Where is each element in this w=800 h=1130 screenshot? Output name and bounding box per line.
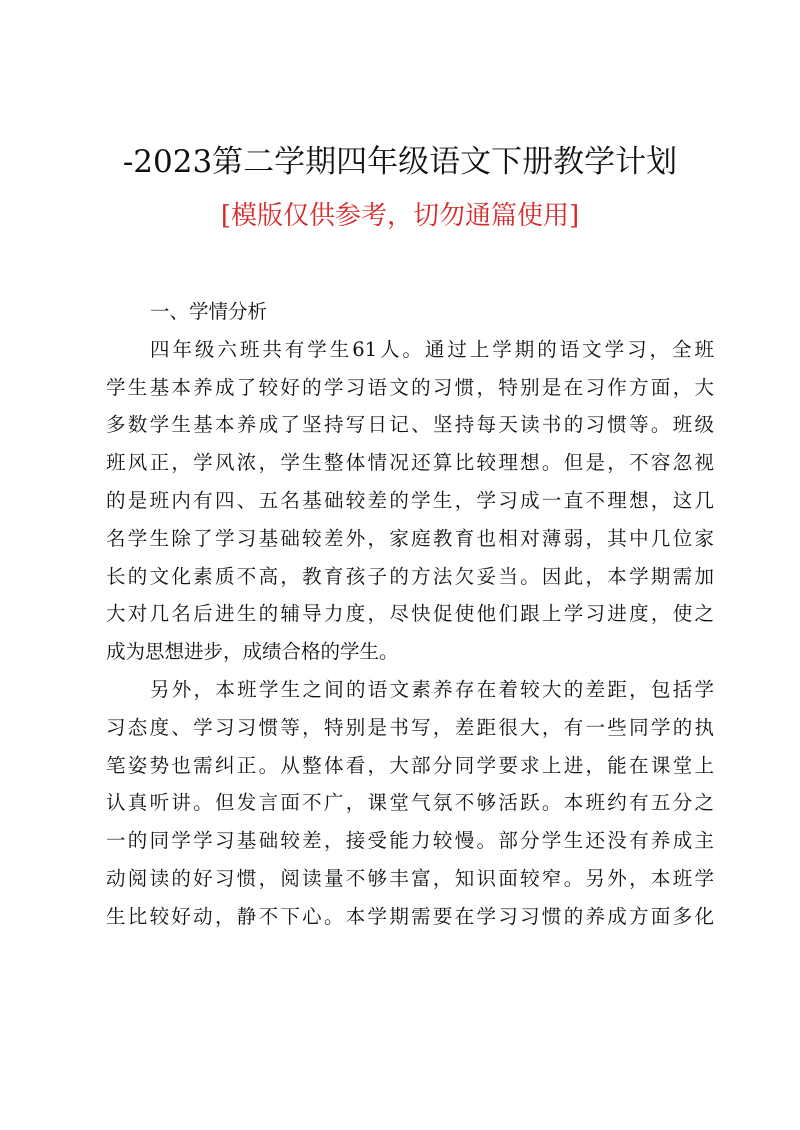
paragraph-line: 多数学生基本养成了坚持写日记、坚持每天读书的习惯等。班级 [106, 413, 714, 437]
paragraph-line: 动阅读的好习惯，阅读量不够丰富，知识面较窄。另外，本班学 [106, 866, 714, 890]
document-body [106, 293, 714, 936]
paragraph-line: 的是班内有四、五名基础较差的学生，学习成一直不理想，这几 [106, 488, 714, 512]
paragraph-line: 长的文化素质不高，教育孩子的方法欠妥当。因此，本学期需加 [106, 564, 714, 588]
paragraph-line: 生比较好动，静不下心。本学期需要在学习习惯的养成方面多化 [106, 904, 714, 928]
paragraph-line: 一的同学学习基础较差，接受能力较慢。部分学生还没有养成主 [106, 829, 714, 853]
paragraph-line: 学生基本养成了较好的学习语文的习惯，特别是在习作方面，大 [106, 375, 714, 399]
paragraph-line: 认真听讲。但发言面不广，课堂气氛不够活跃。本班约有五分之 [106, 791, 714, 815]
section-heading: 一、学情分析 [150, 300, 268, 323]
paragraph-line: 另外，本班学生之间的语文素养存在着较大的差距，包括学 [150, 677, 714, 701]
paragraph-line: 笔姿势也需纠正。从整体看，大部分同学要求上进，能在课堂上 [106, 753, 714, 777]
paragraph-line: 名学生除了学习基础较差外，家庭教育也相对薄弱，其中几位家 [106, 526, 714, 550]
paragraph-line: 习态度、学习习惯等，特别是书写，差距很大，有一些同学的执 [106, 715, 714, 739]
document-title: -2023第二学期四年级语文下册教学计划 [122, 144, 678, 180]
template-disclaimer: [模版仅供参考，切勿通篇使用] [220, 201, 580, 231]
paragraph-line: 班风正，学风浓，学生整体情况还算比较理想。但是，不容忽视 [106, 451, 714, 475]
paragraph-line: 四年级六班共有学生61人。通过上学期的语文学习，全班 [150, 337, 714, 361]
paragraph-line: 大对几名后进生的辅导力度，尽快促使他们跟上学习进度，使之 [106, 602, 714, 626]
paragraph-1 [106, 331, 714, 671]
paragraph-line: 成为思想进步，成绩合格的学生。 [106, 640, 399, 664]
paragraph-2 [106, 671, 714, 936]
